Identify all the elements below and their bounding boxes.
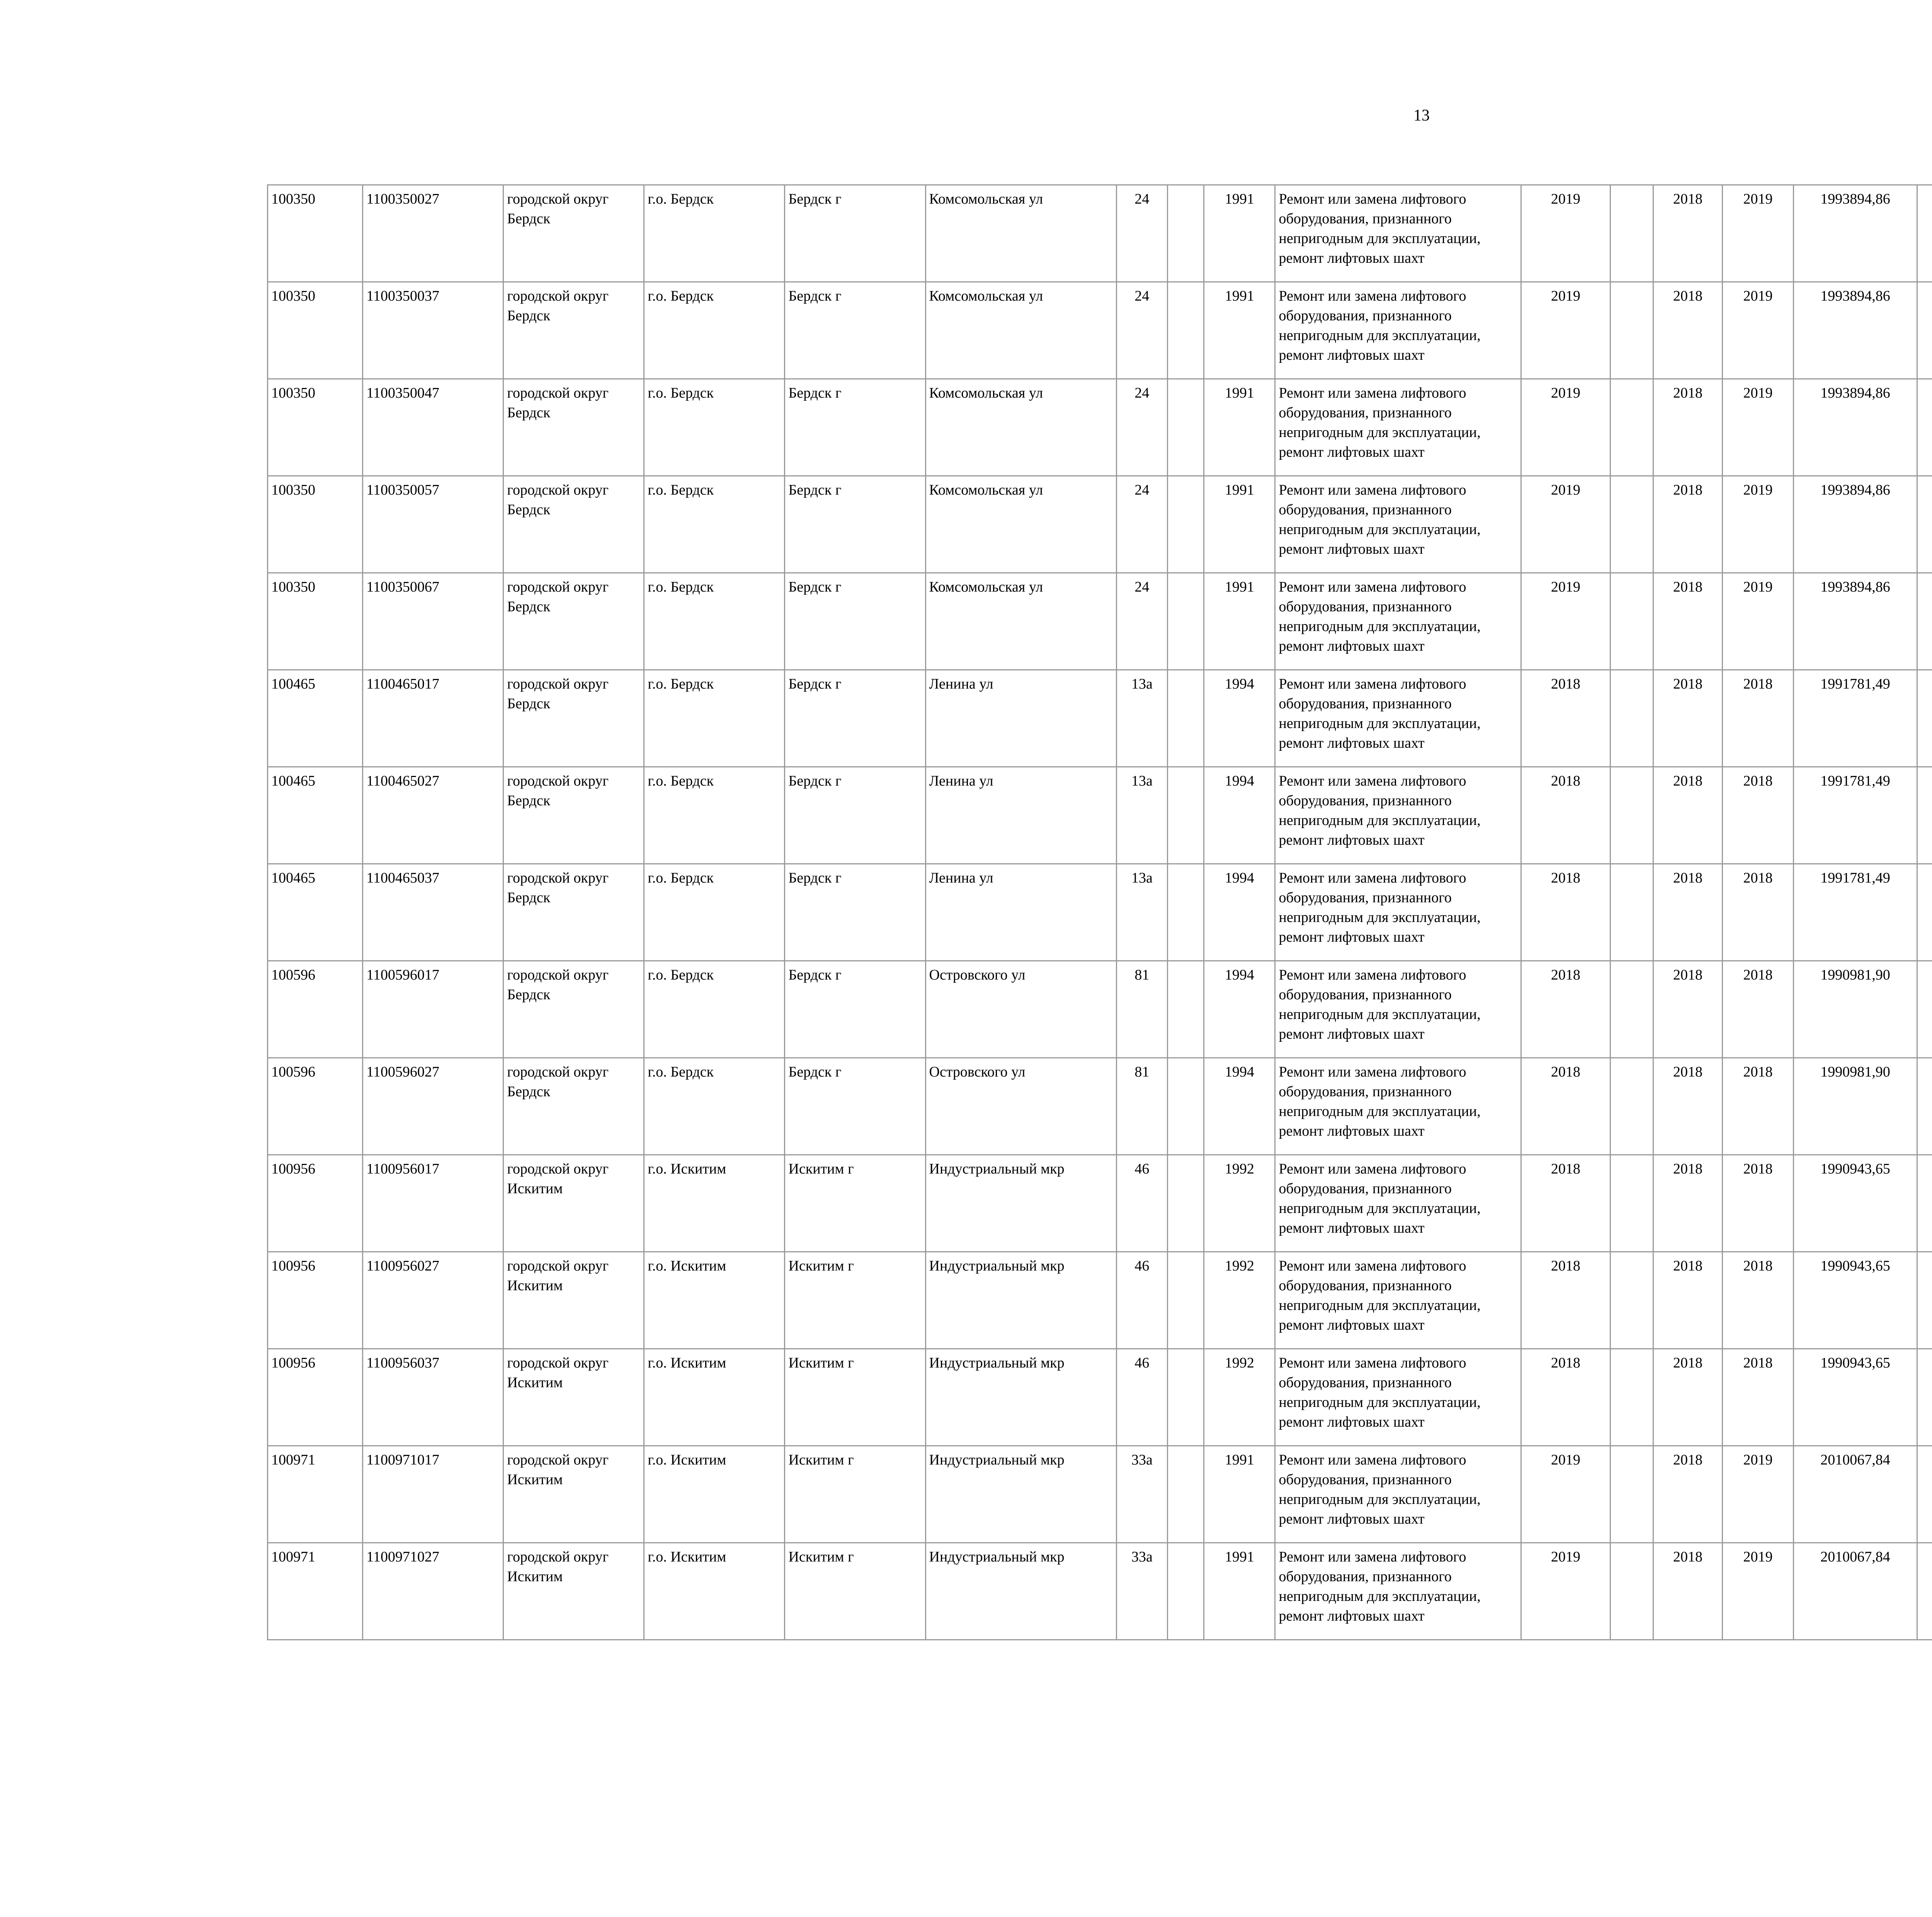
- col-year-from: 2018: [1653, 961, 1723, 1058]
- col-work: Ремонт или замена лифтового оборудования, признанного непригодным для эксплуатации, ремонт лифтовых шахт: [1275, 379, 1521, 476]
- col-cost-total: [1917, 1058, 1932, 1155]
- col-year-built: 1991: [1204, 1446, 1275, 1543]
- col-cost: 1990943,65: [1794, 1252, 1917, 1349]
- col-building: [1167, 767, 1204, 864]
- col-plan-year: 2018: [1521, 1155, 1610, 1252]
- col-id: 1100971027: [363, 1543, 503, 1640]
- col-cost-total: [1917, 1349, 1932, 1446]
- col-district: городской округ Бердск: [503, 379, 644, 476]
- col-plan-year: 2018: [1521, 1058, 1610, 1155]
- col-municipality: г.о. Искитим: [644, 1349, 785, 1446]
- col-locality: Бердск г: [785, 282, 925, 379]
- col-plan-year: 2019: [1521, 1543, 1610, 1640]
- col-code: 100956: [268, 1155, 363, 1252]
- col-code: 100971: [268, 1446, 363, 1543]
- table-row: [268, 1446, 1932, 1543]
- col-year-built: 1991: [1204, 1543, 1275, 1640]
- col-municipality: г.о. Искитим: [644, 1252, 785, 1349]
- col-code: 100350: [268, 185, 363, 282]
- table-row: [268, 1349, 1932, 1446]
- col-year-built: 1994: [1204, 1058, 1275, 1155]
- col-street: Комсомольская ул: [925, 282, 1117, 379]
- col-district: городской округ Искитим: [503, 1446, 644, 1543]
- col-building: [1167, 1349, 1204, 1446]
- col-locality: Искитим г: [785, 1155, 925, 1252]
- col-id: 1100596027: [363, 1058, 503, 1155]
- col-house: 24: [1117, 185, 1168, 282]
- col-building: [1167, 1058, 1204, 1155]
- col-blank: [1610, 1349, 1653, 1446]
- col-year-built: 1992: [1204, 1252, 1275, 1349]
- table-row: [268, 1543, 1932, 1640]
- col-year-from: 2018: [1653, 573, 1723, 670]
- col-cost: 1993894,86: [1794, 282, 1917, 379]
- page-number: 13: [1413, 107, 1430, 124]
- col-district: городской округ Бердск: [503, 476, 644, 573]
- col-year-built: 1994: [1204, 961, 1275, 1058]
- col-building: [1167, 573, 1204, 670]
- col-year-to: 2018: [1722, 1252, 1793, 1349]
- col-year-built: 1992: [1204, 1349, 1275, 1446]
- col-house: 13а: [1117, 767, 1168, 864]
- col-house: 24: [1117, 573, 1168, 670]
- col-cost: 2010067,84: [1794, 1543, 1917, 1640]
- col-district: городской округ Искитим: [503, 1155, 644, 1252]
- col-cost: 1990981,90: [1794, 961, 1917, 1058]
- col-year-built: 1994: [1204, 864, 1275, 961]
- col-blank: [1610, 1252, 1653, 1349]
- col-cost: 1993894,86: [1794, 379, 1917, 476]
- table-row: [268, 185, 1932, 282]
- col-year-built: 1994: [1204, 670, 1275, 767]
- col-building: [1167, 1446, 1204, 1543]
- col-building: [1167, 476, 1204, 573]
- col-code: 100350: [268, 476, 363, 573]
- col-plan-year: 2019: [1521, 476, 1610, 573]
- col-house: 24: [1117, 379, 1168, 476]
- col-blank: [1610, 670, 1653, 767]
- col-municipality: г.о. Бердск: [644, 476, 785, 573]
- col-municipality: г.о. Искитим: [644, 1446, 785, 1543]
- col-id: 1100971017: [363, 1446, 503, 1543]
- col-cost-total: [1917, 1446, 1932, 1543]
- col-blank: [1610, 282, 1653, 379]
- registry-body: [268, 185, 1932, 1640]
- col-street: Комсомольская ул: [925, 185, 1117, 282]
- col-cost-total: [1917, 379, 1932, 476]
- col-blank: [1610, 573, 1653, 670]
- col-blank: [1610, 767, 1653, 864]
- col-house: 46: [1117, 1349, 1168, 1446]
- col-cost-total: [1917, 1543, 1932, 1640]
- col-work: Ремонт или замена лифтового оборудования, признанного непригодным для эксплуатации, ремонт лифтовых шахт: [1275, 573, 1521, 670]
- col-year-to: 2019: [1722, 1543, 1793, 1640]
- col-year-to: 2018: [1722, 864, 1793, 961]
- col-plan-year: 2018: [1521, 864, 1610, 961]
- col-blank: [1610, 864, 1653, 961]
- col-blank: [1610, 1155, 1653, 1252]
- col-house: 33а: [1117, 1446, 1168, 1543]
- col-code: 100465: [268, 864, 363, 961]
- col-code: 100956: [268, 1349, 363, 1446]
- col-district: городской округ Бердск: [503, 573, 644, 670]
- col-building: [1167, 282, 1204, 379]
- col-work: Ремонт или замена лифтового оборудования, признанного непригодным для эксплуатации, ремонт лифтовых шахт: [1275, 185, 1521, 282]
- col-year-to: 2019: [1722, 282, 1793, 379]
- col-street: Ленина ул: [925, 864, 1117, 961]
- col-work: Ремонт или замена лифтового оборудования, признанного непригодным для эксплуатации, ремонт лифтовых шахт: [1275, 1252, 1521, 1349]
- table-row: [268, 476, 1932, 573]
- col-year-built: 1991: [1204, 185, 1275, 282]
- col-district: городской округ Бердск: [503, 185, 644, 282]
- col-year-from: 2018: [1653, 379, 1723, 476]
- col-work: Ремонт или замена лифтового оборудования, признанного непригодным для эксплуатации, ремонт лифтовых шахт: [1275, 476, 1521, 573]
- col-street: Ленина ул: [925, 767, 1117, 864]
- col-locality: Бердск г: [785, 185, 925, 282]
- col-cost: 1993894,86: [1794, 573, 1917, 670]
- col-locality: Искитим г: [785, 1446, 925, 1543]
- col-year-built: 1994: [1204, 767, 1275, 864]
- col-district: городской округ Искитим: [503, 1543, 644, 1640]
- col-blank: [1610, 379, 1653, 476]
- col-municipality: г.о. Бердск: [644, 379, 785, 476]
- col-year-built: 1992: [1204, 1155, 1275, 1252]
- col-work: Ремонт или замена лифтового оборудования, признанного непригодным для эксплуатации, ремонт лифтовых шахт: [1275, 1446, 1521, 1543]
- col-cost-total: [1917, 864, 1932, 961]
- col-id: 1100350057: [363, 476, 503, 573]
- col-code: 100596: [268, 1058, 363, 1155]
- col-district: городской округ Бердск: [503, 864, 644, 961]
- table-row: [268, 767, 1932, 864]
- col-municipality: г.о. Искитим: [644, 1543, 785, 1640]
- col-year-to: 2019: [1722, 379, 1793, 476]
- col-work: Ремонт или замена лифтового оборудования, признанного непригодным для эксплуатации, ремонт лифтовых шахт: [1275, 670, 1521, 767]
- col-street: Индустриальный мкр: [925, 1349, 1117, 1446]
- col-year-from: 2018: [1653, 767, 1723, 864]
- col-blank: [1610, 185, 1653, 282]
- col-cost-total: [1917, 476, 1932, 573]
- col-locality: Бердск г: [785, 767, 925, 864]
- col-id: 1100350037: [363, 282, 503, 379]
- col-locality: Бердск г: [785, 1058, 925, 1155]
- col-cost-total: [1917, 1155, 1932, 1252]
- col-year-built: 1991: [1204, 573, 1275, 670]
- col-house: 33а: [1117, 1543, 1168, 1640]
- col-district: городской округ Бердск: [503, 961, 644, 1058]
- table-row: [268, 961, 1932, 1058]
- col-work: Ремонт или замена лифтового оборудования, признанного непригодным для эксплуатации, ремонт лифтовых шахт: [1275, 282, 1521, 379]
- col-year-to: 2019: [1722, 476, 1793, 573]
- col-municipality: г.о. Искитим: [644, 1155, 785, 1252]
- col-street: Островского ул: [925, 961, 1117, 1058]
- col-house: 46: [1117, 1252, 1168, 1349]
- col-work: Ремонт или замена лифтового оборудования, признанного непригодным для эксплуатации, ремонт лифтовых шахт: [1275, 1543, 1521, 1640]
- col-municipality: г.о. Бердск: [644, 670, 785, 767]
- col-code: 100596: [268, 961, 363, 1058]
- col-code: 100971: [268, 1543, 363, 1640]
- col-cost-total: [1917, 1252, 1932, 1349]
- col-building: [1167, 1543, 1204, 1640]
- col-street: Индустриальный мкр: [925, 1252, 1117, 1349]
- col-locality: Искитим г: [785, 1543, 925, 1640]
- col-building: [1167, 185, 1204, 282]
- col-house: 46: [1117, 1155, 1168, 1252]
- col-municipality: г.о. Бердск: [644, 864, 785, 961]
- col-locality: Бердск г: [785, 670, 925, 767]
- col-municipality: г.о. Бердск: [644, 767, 785, 864]
- col-house: 13а: [1117, 864, 1168, 961]
- col-year-to: 2018: [1722, 1155, 1793, 1252]
- col-year-from: 2018: [1653, 1543, 1723, 1640]
- col-id: 1100350047: [363, 379, 503, 476]
- col-blank: [1610, 1446, 1653, 1543]
- col-locality: Бердск г: [785, 864, 925, 961]
- col-year-to: 2018: [1722, 1058, 1793, 1155]
- col-year-to: 2018: [1722, 767, 1793, 864]
- col-id: 1100465017: [363, 670, 503, 767]
- col-street: Индустриальный мкр: [925, 1446, 1117, 1543]
- col-district: городской округ Бердск: [503, 282, 644, 379]
- col-district: городской округ Искитим: [503, 1349, 644, 1446]
- col-work: Ремонт или замена лифтового оборудования, признанного непригодным для эксплуатации, ремонт лифтовых шахт: [1275, 1058, 1521, 1155]
- col-year-from: 2018: [1653, 1155, 1723, 1252]
- col-year-from: 2018: [1653, 1349, 1723, 1446]
- col-plan-year: 2018: [1521, 1349, 1610, 1446]
- col-house: 81: [1117, 961, 1168, 1058]
- col-municipality: г.о. Бердск: [644, 185, 785, 282]
- col-house: 13а: [1117, 670, 1168, 767]
- col-year-built: 1991: [1204, 379, 1275, 476]
- table-row: [268, 379, 1932, 476]
- col-year-built: 1991: [1204, 476, 1275, 573]
- col-plan-year: 2019: [1521, 282, 1610, 379]
- col-locality: Бердск г: [785, 573, 925, 670]
- col-id: 1100350067: [363, 573, 503, 670]
- col-plan-year: 2018: [1521, 1252, 1610, 1349]
- col-cost-total: [1917, 573, 1932, 670]
- registry-table: [267, 184, 1932, 1640]
- col-year-from: 2018: [1653, 282, 1723, 379]
- col-cost: 1991781,49: [1794, 670, 1917, 767]
- col-id: 1100465037: [363, 864, 503, 961]
- col-plan-year: 2019: [1521, 1446, 1610, 1543]
- col-street: Комсомольская ул: [925, 476, 1117, 573]
- col-blank: [1610, 1058, 1653, 1155]
- col-district: городской округ Бердск: [503, 767, 644, 864]
- table-row: [268, 1155, 1932, 1252]
- table-row: [268, 1058, 1932, 1155]
- col-plan-year: 2018: [1521, 767, 1610, 864]
- col-building: [1167, 379, 1204, 476]
- col-id: 1100956017: [363, 1155, 503, 1252]
- col-house: 24: [1117, 476, 1168, 573]
- col-street: Ленина ул: [925, 670, 1117, 767]
- col-house: 24: [1117, 282, 1168, 379]
- col-year-from: 2018: [1653, 1446, 1723, 1543]
- col-blank: [1610, 961, 1653, 1058]
- col-municipality: г.о. Бердск: [644, 1058, 785, 1155]
- col-year-to: 2019: [1722, 1446, 1793, 1543]
- col-id: 1100956037: [363, 1349, 503, 1446]
- col-year-to: 2019: [1722, 573, 1793, 670]
- col-year-from: 2018: [1653, 670, 1723, 767]
- table-row: [268, 282, 1932, 379]
- table-row: [268, 670, 1932, 767]
- col-code: 100350: [268, 573, 363, 670]
- col-code: 100465: [268, 670, 363, 767]
- col-year-to: 2018: [1722, 1349, 1793, 1446]
- col-work: Ремонт или замена лифтового оборудования, признанного непригодным для эксплуатации, ремонт лифтовых шахт: [1275, 864, 1521, 961]
- col-municipality: г.о. Бердск: [644, 573, 785, 670]
- col-id: 1100465027: [363, 767, 503, 864]
- col-cost: 2010067,84: [1794, 1446, 1917, 1543]
- col-street: Островского ул: [925, 1058, 1117, 1155]
- table-row: [268, 573, 1932, 670]
- col-cost: 1991781,49: [1794, 767, 1917, 864]
- col-work: Ремонт или замена лифтового оборудования, признанного непригодным для эксплуатации, ремонт лифтовых шахт: [1275, 1155, 1521, 1252]
- col-year-to: 2019: [1722, 185, 1793, 282]
- col-building: [1167, 1252, 1204, 1349]
- col-year-built: 1991: [1204, 282, 1275, 379]
- col-plan-year: 2019: [1521, 573, 1610, 670]
- col-district: городской округ Бердск: [503, 670, 644, 767]
- col-id: 1100596017: [363, 961, 503, 1058]
- col-blank: [1610, 476, 1653, 573]
- col-street: Индустриальный мкр: [925, 1155, 1117, 1252]
- col-work: Ремонт или замена лифтового оборудования, признанного непригодным для эксплуатации, ремонт лифтовых шахт: [1275, 767, 1521, 864]
- col-building: [1167, 961, 1204, 1058]
- col-year-from: 2018: [1653, 1252, 1723, 1349]
- col-year-from: 2018: [1653, 476, 1723, 573]
- col-cost: 1991781,49: [1794, 864, 1917, 961]
- col-cost-total: [1917, 185, 1932, 282]
- col-street: Индустриальный мкр: [925, 1543, 1117, 1640]
- col-locality: Бердск г: [785, 476, 925, 573]
- col-code: 100956: [268, 1252, 363, 1349]
- col-code: 100350: [268, 379, 363, 476]
- col-building: [1167, 1155, 1204, 1252]
- col-plan-year: 2018: [1521, 961, 1610, 1058]
- col-year-to: 2018: [1722, 670, 1793, 767]
- col-cost-total: [1917, 670, 1932, 767]
- col-year-from: 2018: [1653, 1058, 1723, 1155]
- col-cost: 1990943,65: [1794, 1155, 1917, 1252]
- col-code: 100350: [268, 282, 363, 379]
- col-locality: Искитим г: [785, 1349, 925, 1446]
- col-municipality: г.о. Бердск: [644, 282, 785, 379]
- col-id: 1100956027: [363, 1252, 503, 1349]
- col-year-to: 2018: [1722, 961, 1793, 1058]
- col-building: [1167, 670, 1204, 767]
- col-year-from: 2018: [1653, 864, 1723, 961]
- col-district: городской округ Бердск: [503, 1058, 644, 1155]
- col-street: Комсомольская ул: [925, 573, 1117, 670]
- col-cost: 1993894,86: [1794, 476, 1917, 573]
- col-plan-year: 2019: [1521, 379, 1610, 476]
- col-cost: 1990943,65: [1794, 1349, 1917, 1446]
- col-locality: Искитим г: [785, 1252, 925, 1349]
- col-locality: Бердск г: [785, 379, 925, 476]
- col-blank: [1610, 1543, 1653, 1640]
- col-street: Комсомольская ул: [925, 379, 1117, 476]
- col-building: [1167, 864, 1204, 961]
- col-house: 81: [1117, 1058, 1168, 1155]
- table-row: [268, 864, 1932, 961]
- col-cost-total: [1917, 282, 1932, 379]
- col-cost: 1993894,86: [1794, 185, 1917, 282]
- col-id: 1100350027: [363, 185, 503, 282]
- col-plan-year: 2018: [1521, 670, 1610, 767]
- col-district: городской округ Искитим: [503, 1252, 644, 1349]
- col-cost-total: [1917, 961, 1932, 1058]
- col-cost: 1990981,90: [1794, 1058, 1917, 1155]
- table-row: [268, 1252, 1932, 1349]
- col-municipality: г.о. Бердск: [644, 961, 785, 1058]
- col-work: Ремонт или замена лифтового оборудования, признанного непригодным для эксплуатации, ремонт лифтовых шахт: [1275, 1349, 1521, 1446]
- col-plan-year: 2019: [1521, 185, 1610, 282]
- col-cost-total: [1917, 767, 1932, 864]
- col-work: Ремонт или замена лифтового оборудования, признанного непригодным для эксплуатации, ремонт лифтовых шахт: [1275, 961, 1521, 1058]
- col-code: 100465: [268, 767, 363, 864]
- col-year-from: 2018: [1653, 185, 1723, 282]
- col-locality: Бердск г: [785, 961, 925, 1058]
